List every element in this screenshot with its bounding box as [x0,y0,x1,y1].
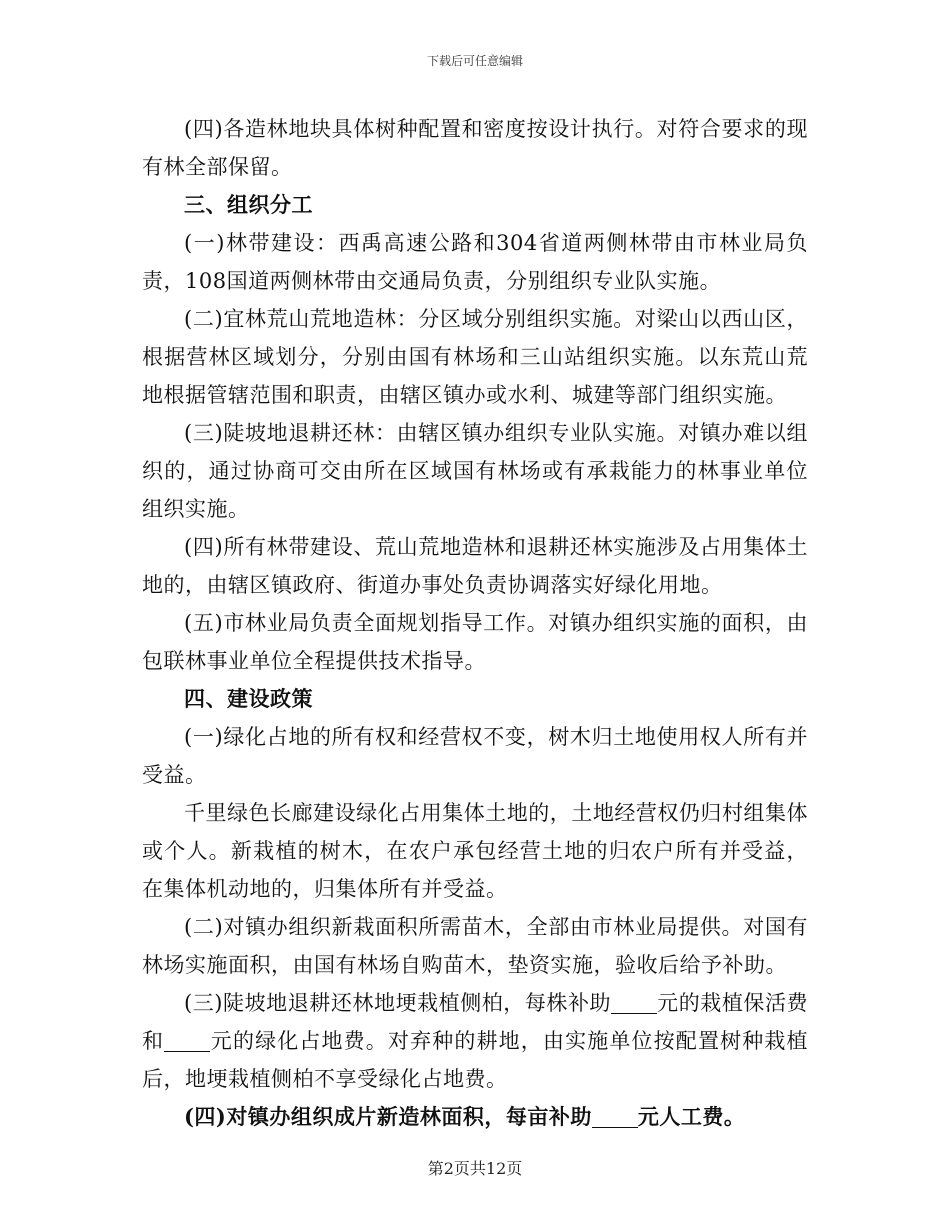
paragraph: (一)林带建设：西禹高速公路和304省道两侧林带由市林业局负责，108国道两侧林带由交通局负责，分别组织专业队实施。 [142,231,808,293]
paragraph: (四)各造林地块具体树种配置和密度按设计执行。对符合要求的现有林全部保留。 [142,117,808,179]
document-body [142,110,808,1136]
section-heading: 四、建设政策 [184,686,313,711]
text-segment: 元人工费。 [637,1104,746,1129]
paragraph: (一)绿化占地的所有权和经营权不变，树木归土地使用权人所有并受益。 [142,725,808,787]
paragraph: (二)宜林荒山荒地造林：分区域分别组织实施。对梁山以西山区，根据营林区域划分，分别由国有林场和三山站组织实施。以东荒山荒地根据管辖范围和职责，由辖区镇办或水利、城建等部门组织实施。 [142,307,808,407]
paragraph: (三)陡坡地退耕还林：由辖区镇办组织专业队实施。对镇办难以组织的，通过协商可交由所在区域国有林场或有承栽能力的林事业单位组织实施。 [142,421,808,521]
text-segment: 元的绿化占地费。对弃种的耕地，由实施单位按配置树种栽植后，地埂栽植侧柏不享受绿化占地费。 [142,1029,809,1091]
page-footer: 第2页共12页 [427,1159,523,1178]
page-header: 下载后可任意编辑 [426,54,523,68]
text-segment: (三)陡坡地退耕还林地埂栽植侧柏，每株补助 [184,991,612,1015]
fill-blank [592,1105,638,1128]
paragraph-with-blanks [142,984,808,1098]
fill-blank [164,1029,210,1052]
paragraph-bold-with-blank [142,1098,808,1136]
paragraph: (四)所有林带建设、荒山荒地造林和退耕还林实施涉及占用集体土地的，由辖区镇政府、街道办事处负责协调落实好绿化用地。 [142,535,808,597]
paragraph: (二)对镇办组织新栽面积所需苗木，全部由市林业局提供。对国有林场实施面积，由国有林场自购苗木，垫资实施，验收后给予补助。 [142,915,808,977]
fill-blank [611,991,657,1014]
text-segment: 元的栽植保活费和 [142,991,808,1053]
section-heading: 三、组织分工 [184,192,313,217]
paragraph: (五)市林业局负责全面规划指导工作。对镇办组织实施的面积，由包联林事业单位全程提供技术指导。 [142,611,808,673]
paragraph: 千里绿色长廊建设绿化占用集体土地的，土地经营权仍归村组集体或个人。新栽植的树木，在农户承包经营土地的归农户所有并受益，在集体机动地的，归集体所有并受益。 [142,801,808,901]
text-segment: (四)对镇办组织成片新造林面积，每亩补助 [184,1104,592,1129]
